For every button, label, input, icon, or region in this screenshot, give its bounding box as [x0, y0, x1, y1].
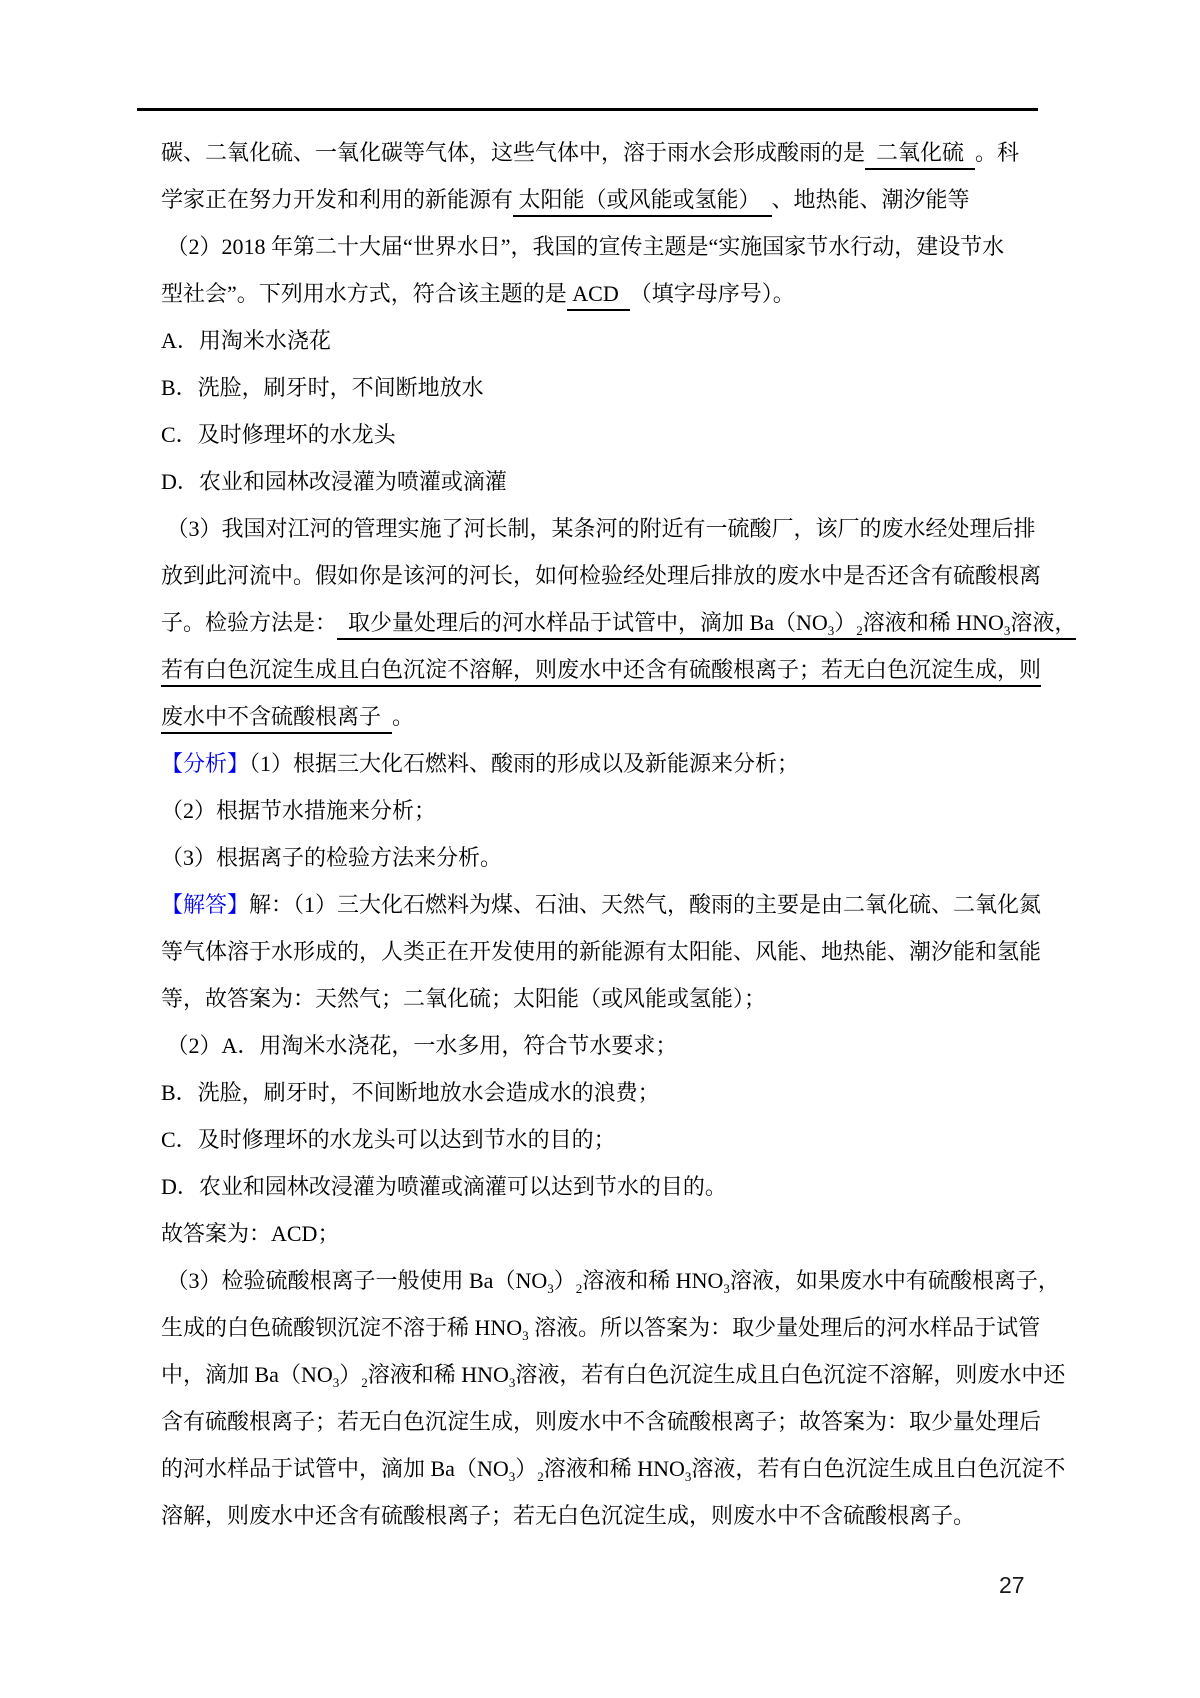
text-segment: D．农业和园林改浸灌为喷灌或滴灌	[161, 469, 507, 494]
subscript-digit: 3	[508, 1375, 516, 1390]
text-segment: （1）根据三大化石燃料、酸雨的形成以及新能源来分析；	[249, 751, 800, 776]
text-line	[161, 1445, 1066, 1492]
text-segment: （2）根据节水措施来分析；	[161, 798, 437, 823]
text-line	[161, 223, 1039, 270]
text-line	[161, 411, 1039, 458]
text-segment: 放到此河流中。假如你是该河的河长，如何检验经处理后排放的废水中是否还含有硫酸根离	[161, 563, 1042, 588]
text-line	[161, 1163, 1039, 1210]
subscript-digit: 3	[332, 1375, 340, 1390]
text-segment: 溶液和稀 HNO	[543, 1456, 685, 1481]
text-segment: 学家正在努力开发和利用的新能源有	[161, 187, 514, 212]
text-segment: 故答案为：ACD；	[161, 1221, 340, 1246]
text-segment: 溶液，如果废水中有硫酸根离子，	[729, 1268, 1060, 1293]
text-segment: 溶液，若有白色沉淀生成且白色沉淀不	[691, 1456, 1066, 1481]
text-segment: 等，故答案为：天然气；二氧化硫；太阳能（或风能或氢能）；	[161, 986, 767, 1011]
header-rule	[137, 108, 1038, 111]
text-segment: ）	[553, 1268, 576, 1293]
subscript-digit: 3	[1003, 623, 1011, 638]
text-line	[161, 1210, 1039, 1257]
text-segment: 中，滴加 Ba（NO	[161, 1362, 333, 1387]
text-segment: 取少量处理后的河水样品于试管中，滴加 Ba（NO	[337, 610, 828, 635]
text-line	[161, 176, 1039, 223]
text-line	[161, 270, 1039, 317]
text-line	[161, 1351, 1066, 1398]
subscript-digit: 3	[508, 1469, 516, 1484]
text-line	[161, 364, 1039, 411]
subscript-digit: 2	[361, 1375, 368, 1390]
text-segment: （3）根据离子的检验方法来分析。	[161, 845, 503, 870]
text-segment: 的河水样品于试管中，滴加 Ba（NO	[161, 1456, 509, 1481]
subscript-digit: 2	[856, 623, 863, 638]
text-line	[161, 1257, 1060, 1304]
subscript-digit: 3	[684, 1469, 692, 1484]
text-segment: 。	[392, 704, 415, 729]
text-segment: ACD	[566, 281, 630, 306]
subscript-digit: 3	[827, 623, 835, 638]
text-line	[161, 1492, 1039, 1539]
text-segment: 等气体溶于水形成的，人类正在开发使用的新能源有太阳能、风能、地热能、潮汐能和氢能	[161, 939, 1042, 964]
text-line	[161, 646, 1042, 693]
text-segment: 溶液，若有白色沉淀生成且白色沉淀不溶解，则废水中还	[515, 1362, 1066, 1387]
page-number: 27	[999, 1572, 1025, 1598]
text-line	[161, 928, 1042, 975]
text-segment: B．洗脸，刷牙时，不间断地放水	[161, 375, 484, 400]
text-line	[161, 1398, 1042, 1445]
subscript-digit: 2	[537, 1469, 544, 1484]
text-line	[161, 834, 1039, 881]
text-segment: 二氧化硫	[865, 140, 976, 165]
subscript-digit: 3	[723, 1281, 730, 1296]
text-segment: ）	[339, 1362, 362, 1387]
text-segment: 溶液和稀 HNO	[367, 1362, 509, 1387]
text-line	[161, 975, 1039, 1022]
text-segment: 溶液。所以答案为：取少量处理后的河水样品于试管	[528, 1315, 1041, 1340]
text-segment: （2）A．用淘米水浇花，一水多用，符合节水要求；	[161, 1033, 678, 1058]
text-segment: 。科	[975, 140, 1020, 165]
text-line	[161, 317, 1039, 364]
text-line	[161, 740, 1039, 787]
subscript-digit: 3	[547, 1281, 554, 1296]
text-segment: （2）2018 年第二十大届“世界水日”，我国的宣传主题是“实施国家节水行动，建设节水	[161, 234, 1005, 259]
text-segment: 溶液，	[1010, 610, 1077, 635]
text-segment: 子。检验方法是：	[161, 610, 338, 635]
text-segment: 太阳能（或风能或氢能）	[513, 187, 772, 212]
subscript-digit: 2	[575, 1281, 583, 1296]
text-segment: 型社会”。下列用水方式，符合该主题的是	[161, 281, 567, 306]
text-line	[161, 599, 1077, 646]
text-segment: 解：（1）三大化石燃料为煤、石油、天然气，酸雨的主要是由二氧化硫、二氧化氮	[249, 892, 1042, 917]
answer-underline	[567, 281, 630, 311]
text-segment: B．洗脸，刷牙时，不间断地放水会造成水的浪费；	[161, 1080, 660, 1105]
text-segment: 溶液和稀 HNO	[862, 610, 1004, 635]
text-segment: ）	[515, 1456, 538, 1481]
text-line	[161, 1022, 1039, 1069]
text-segment: （3）检验硫酸根离子一般使用 Ba（NO	[161, 1268, 548, 1293]
text-segment: C．及时修理坏的水龙头可以达到节水的目的；	[161, 1127, 616, 1152]
answer-underline	[161, 704, 392, 734]
section-label: 【分析】	[161, 751, 250, 776]
text-segment: 若有白色沉淀生成且白色沉淀不溶解，则废水中还含有硫酸根离子；若无白色沉淀生成，则	[161, 657, 1042, 682]
text-segment: 溶解，则废水中还含有硫酸根离子；若无白色沉淀生成，则废水中不含硫酸根离子。	[161, 1503, 976, 1528]
text-segment: 含有硫酸根离子；若无白色沉淀生成，则废水中不含硫酸根离子；故答案为：取少量处理后	[161, 1409, 1042, 1434]
text-segment: 碳、二氧化硫、一氧化碳等气体，这些气体中，溶于雨水会形成酸雨的是	[161, 140, 866, 165]
answer-underline	[865, 140, 975, 170]
text-segment: （填字母序号）。	[629, 281, 795, 306]
text-segment: ）	[834, 610, 857, 635]
text-line	[161, 552, 1042, 599]
text-line	[161, 1069, 1039, 1116]
document-body	[161, 129, 1077, 1539]
text-line	[161, 787, 1039, 834]
text-segment: C．及时修理坏的水龙头	[161, 422, 396, 447]
text-line	[161, 1116, 1039, 1163]
text-line	[161, 881, 1042, 928]
answer-underline	[337, 610, 1076, 640]
text-segment: A．用淘米水浇花	[161, 328, 331, 353]
text-line	[161, 129, 1039, 176]
text-segment: 、地热能、潮汐能等	[771, 187, 970, 212]
text-segment: 废水中不含硫酸根离子	[161, 704, 393, 729]
text-segment: 生成的白色硫酸钡沉淀不溶于稀 HNO	[161, 1315, 523, 1340]
text-line	[161, 693, 1039, 740]
section-label: 【解答】	[161, 892, 250, 917]
text-segment: 溶液和稀 HNO	[582, 1268, 724, 1293]
text-line	[161, 505, 1039, 552]
text-segment: （3）我国对江河的管理实施了河长制，某条河的附近有一硫酸厂，该厂的废水经处理后排	[161, 516, 1036, 541]
text-line	[161, 458, 1039, 505]
answer-underline	[513, 187, 772, 217]
text-segment: D．农业和园林改浸灌为喷灌或滴灌可以达到节水的目的。	[161, 1174, 727, 1199]
text-line	[161, 1304, 1039, 1351]
subscript-digit: 3	[522, 1328, 529, 1343]
answer-underline	[161, 657, 1041, 687]
